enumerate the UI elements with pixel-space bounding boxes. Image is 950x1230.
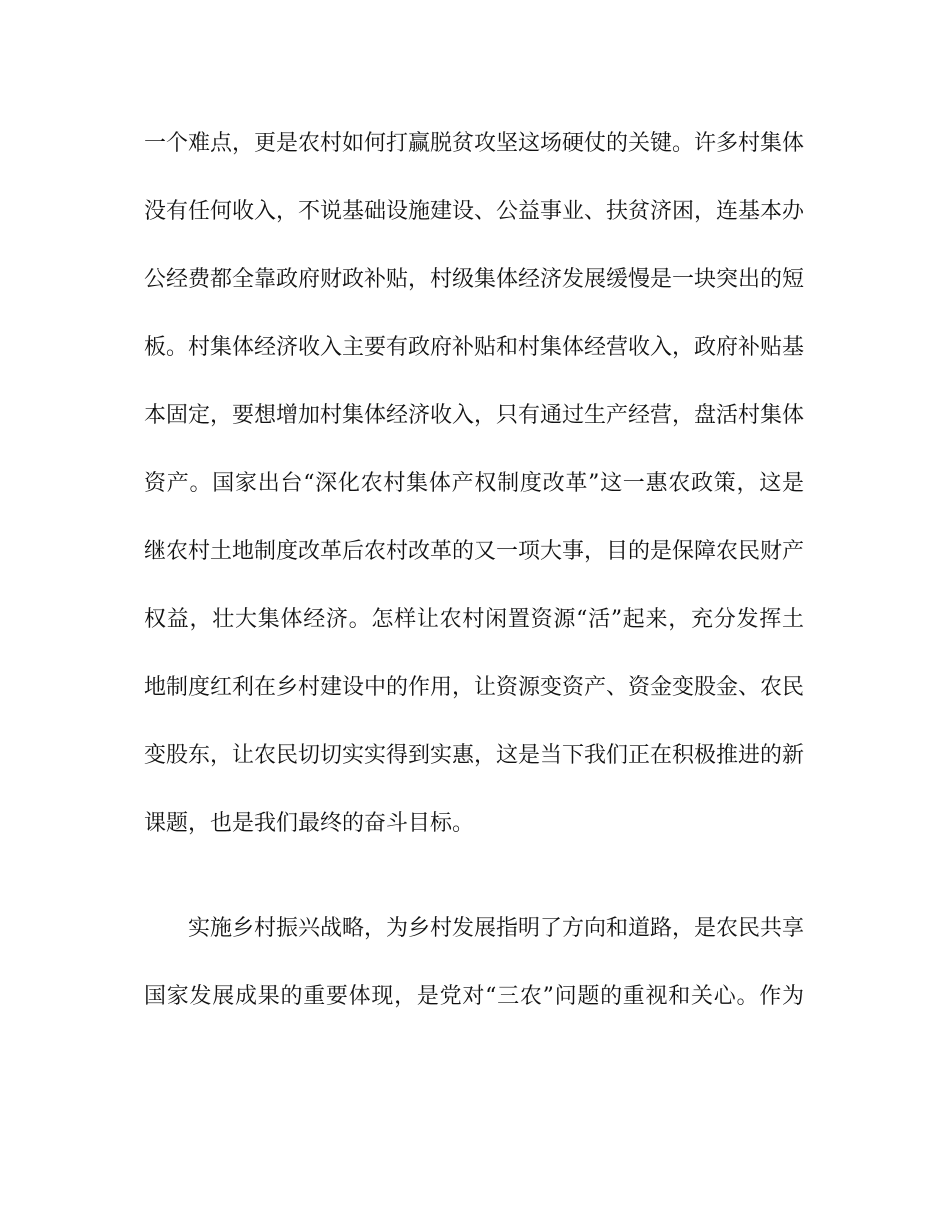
- text-line: 地制度红利在乡村建设中的作用，让资源变资产、资金变股金、农民: [144, 675, 805, 700]
- text-line: 公经费都全靠政府财政补贴，村级集体经济发展缓慢是一块突出的短: [144, 267, 805, 292]
- text-line: 资产。国家出台“深化农村集体产权制度改革”这一惠农政策，这是: [144, 471, 804, 496]
- text-line: 本固定，要想增加村集体经济收入，只有通过生产经营，盘活村集体: [144, 403, 805, 428]
- text-line: 国家发展成果的重要体现，是党对“三农”问题的重视和关心。作为: [144, 984, 804, 1009]
- text-line: 一个难点，更是农村如何打赢脱贫攻坚这场硬仗的关键。许多村集体: [144, 131, 805, 156]
- paragraph-2: [144, 895, 804, 1031]
- text-line: 权益，壮大集体经济。怎样让农村闲置资源“活”起来，充分发挥土: [144, 607, 804, 632]
- text-line: 板。村集体经济收入主要有政府补贴和村集体经营收入，政府补贴基: [144, 335, 805, 360]
- text-line: 没有任何收入，不说基础设施建设、公益事业、扶贫济困，连基本办: [144, 199, 805, 224]
- text-line: 继农村土地制度改革后农村改革的又一项大事，目的是保障农民财产: [144, 539, 805, 564]
- text-line-last: 课题，也是我们最终的奋斗目标。: [144, 811, 475, 836]
- paragraph-1: [144, 110, 804, 858]
- text-line: 变股东，让农民切切实实得到实惠，这是当下我们正在积极推进的新: [144, 743, 805, 768]
- text-line-indented: 实施乡村振兴战略，为乡村发展指明了方向和道路，是农民共享: [188, 916, 805, 941]
